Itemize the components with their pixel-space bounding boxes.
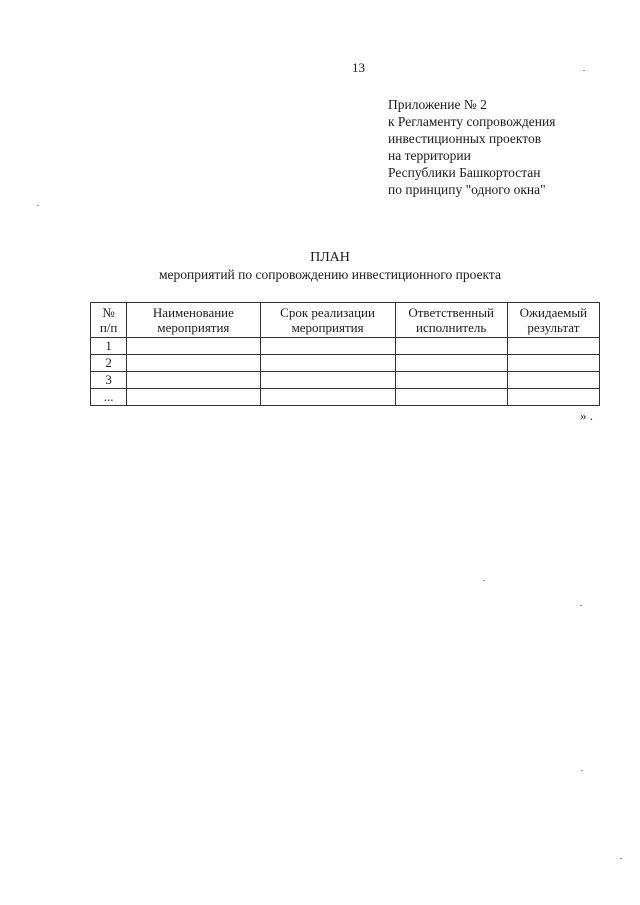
- header-result-line2: результат: [527, 320, 580, 335]
- table-row: [91, 372, 600, 389]
- scan-speck: [620, 858, 622, 859]
- row-cell: [260, 355, 395, 372]
- table-row: [91, 338, 600, 355]
- header-name: [127, 303, 260, 338]
- table-body: [91, 338, 600, 406]
- header-result: [507, 303, 599, 338]
- plan-title: ПЛАН: [310, 250, 350, 265]
- appendix-line: по принципу "одного окна": [388, 182, 546, 197]
- header-term-line2: мероприятия: [291, 320, 364, 335]
- row-cell: [127, 372, 260, 389]
- row-cell: [395, 338, 507, 355]
- plan-subtitle: мероприятий по сопровождению инвестиционного проекта: [158, 267, 501, 282]
- row-number: ...: [91, 389, 127, 406]
- scan-speck: [483, 580, 485, 581]
- row-cell: [127, 355, 260, 372]
- closing-mark: » .: [580, 408, 593, 423]
- header-responsible-line1: Ответственный: [408, 305, 494, 320]
- header-num-line1: №: [102, 305, 115, 320]
- header-name-line2: мероприятия: [157, 320, 230, 335]
- appendix-line: инвестиционных проектов: [388, 131, 542, 146]
- header-name-line1: Наименование: [152, 305, 234, 320]
- table-header: [91, 303, 600, 338]
- scan-speck: [37, 205, 39, 206]
- row-cell: [507, 372, 599, 389]
- appendix-line: к Регламенту сопровождения: [388, 114, 556, 129]
- row-cell: [507, 389, 599, 406]
- row-cell: [127, 338, 260, 355]
- row-cell: [395, 372, 507, 389]
- row-cell: [260, 389, 395, 406]
- row-cell: [395, 389, 507, 406]
- row-cell: [395, 355, 507, 372]
- plan-table: [90, 302, 600, 406]
- row-cell: [127, 389, 260, 406]
- row-cell: [260, 338, 395, 355]
- row-number: 2: [91, 355, 127, 372]
- appendix-block: [388, 96, 555, 198]
- header-responsible: [395, 303, 507, 338]
- header-result-line1: Ожидаемый: [519, 305, 588, 320]
- appendix-line: Приложение № 2: [388, 97, 487, 112]
- row-number: 3: [91, 372, 127, 389]
- header-term-line1: Срок реализации: [280, 305, 375, 320]
- row-cell: [507, 355, 599, 372]
- row-cell: [507, 338, 599, 355]
- appendix-line: Республики Башкортостан: [388, 165, 541, 180]
- scan-speck: [580, 605, 582, 606]
- page-number: 13: [352, 60, 365, 75]
- header-num-line2: п/п: [99, 320, 118, 335]
- row-cell: [260, 372, 395, 389]
- table-row: [91, 389, 600, 406]
- appendix-line: на территории: [388, 148, 471, 163]
- header-num: [91, 303, 127, 338]
- scan-speck: [583, 70, 585, 71]
- header-responsible-line2: исполнитель: [416, 320, 487, 335]
- table-row: [91, 355, 600, 372]
- scan-speck: [581, 770, 583, 771]
- header-term: [260, 303, 395, 338]
- header-row: [91, 303, 600, 338]
- row-number: 1: [91, 338, 127, 355]
